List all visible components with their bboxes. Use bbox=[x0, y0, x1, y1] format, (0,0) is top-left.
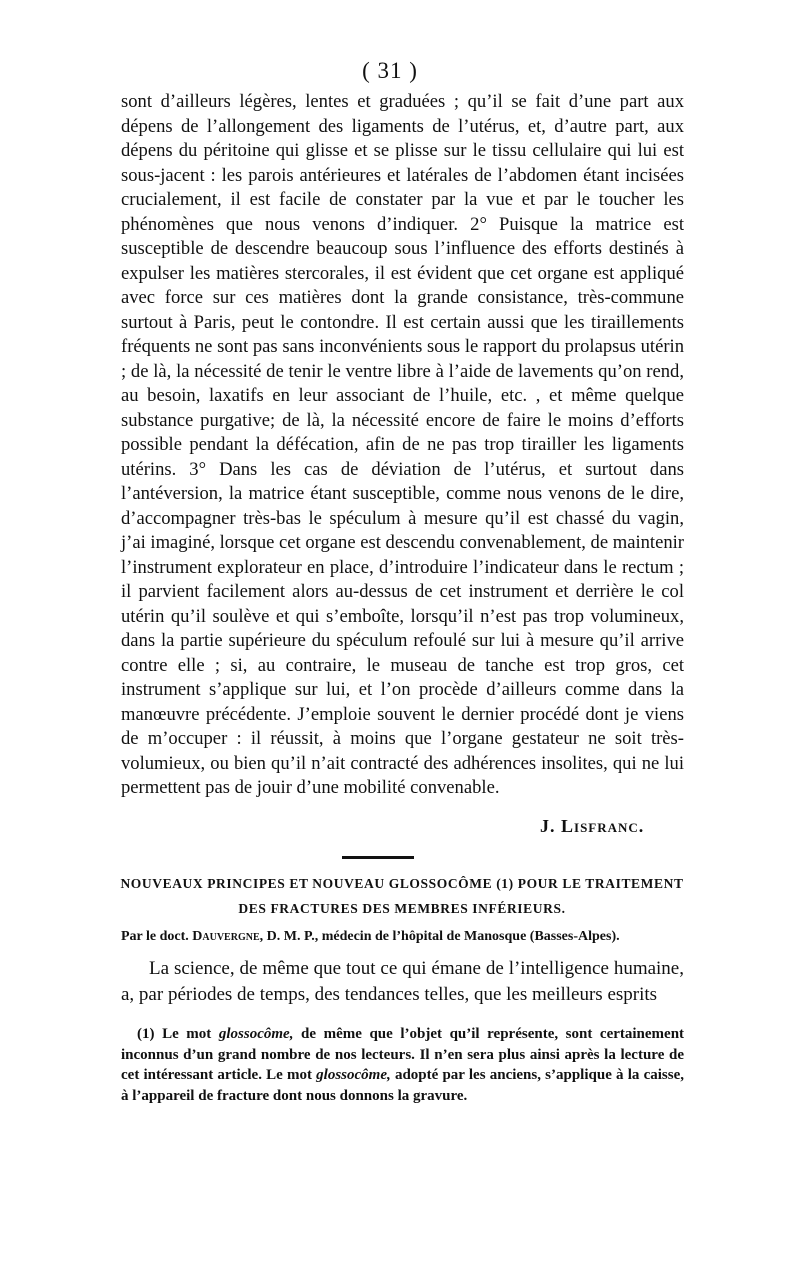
signature-name: Lisfranc. bbox=[561, 816, 645, 836]
author-line bbox=[121, 929, 684, 945]
footnote-text-1: Le mot bbox=[162, 1026, 212, 1042]
author-suffix: D. M. P., médecin de l’hôpital de Manosque (Basses-Alpes). bbox=[266, 929, 620, 944]
footnote-term-2: glossocôme, bbox=[316, 1067, 391, 1083]
footnote-text-3: adopté par les anciens, s’applique à la caisse, à l’appareil de fracture dont nous donnons la gravure. bbox=[121, 1067, 684, 1104]
author-prefix: Par le doct. bbox=[121, 929, 189, 944]
article-title-line2: DES FRACTURES DES MEMBRES INFÉRIEURS. bbox=[238, 901, 566, 916]
footnote bbox=[121, 1024, 684, 1106]
section-divider bbox=[342, 856, 414, 859]
footnote-marker: (1) bbox=[137, 1026, 155, 1042]
article-intro: La science, de même que tout ce qui émane de l’intelligence humaine, a, par périodes de temps, des tendances telles, que les meilleurs esprits bbox=[121, 958, 684, 1005]
footnote-term-1: glossocôme, bbox=[218, 1026, 294, 1042]
page-number: ( 31 ) bbox=[362, 58, 418, 83]
body-text bbox=[121, 90, 684, 801]
signature bbox=[540, 816, 644, 837]
article-title-line1: NOUVEAUX PRINCIPES ET NOUVEAU GLOSSOCÔME (1) POUR LE TRAITEMENT bbox=[120, 876, 684, 891]
signature-initial: J. bbox=[540, 816, 556, 836]
author-name: Dauvergne, bbox=[192, 929, 264, 944]
body-paragraph: sont d’ailleurs légères, lentes et graduées ; qu’il se fait d’une part aux dépens de l’allongement des ligaments de l’utérus, et, d’autre part, aux dépens du péritoine qui glisse et se plisse sur le tissu cellulaire qui lui est sous-jacent : les parois antérieures et latérales de l’abdomen étant incisées crucialement, il est facile de constater par la vue et par le toucher les phénomènes que nous venons d’indiquer. 2° Puisque la matrice est susceptible de descendre beaucoup sous l’influence des efforts destinés à expulser les matières stercorales, il est évident que cet organe est appliqué avec force sur ces matières dont la grande consistance, très-commune surtout à Paris, peut le contondre. Il est certain aussi que les tiraillements fréquents ne sont pas sans inconvénients sous le rapport du prolapsus utérin ; de là, la nécessité de tenir le ventre libre à l’aide de lavements qu’on rend, au besoin, laxatifs en leur associant de l’huile, etc. , et même quelque substance purgative; de là, la nécessité encore de faire le moins d’efforts possible pendant la défécation, afin de ne pas trop tirailler les ligaments utérins. 3° Dans les cas de déviation de l’utérus, et surtout dans l’antéversion, la matrice étant susceptible, comme nous venons de le dire, d’accompagner très-bas le spéculum à mesure qu’il est chassé du vagin, j’ai imaginé, lorsque cet organe est descendu convenablement, de maintenir l’instrument explorateur en place, d’introduire l’indicateur dans le rectum ; il parvient facilement alors au-dessus de cet instrument et derrière le col utérin qu’il soulève et qui s’emboîte, lorsqu’il n’est pas trop volumineux, dans la partie supérieure du spéculum refoulé sur lui à mesure qu’il arrive contre elle ; si, au contraire, le museau de tanche est trop gros, cet instrument s’applique sur lui, et l’on procède d’ailleurs comme dans la manœuvre précédente. J’emploie souvent le dernier procédé dont je viens de m’occuper : il réussit, à moins que l’organe gestateur ne soit très-volumieux, ou bien qu’il n’ait contracté des adhérences insolites, qui ne lui permettent pas de jouir d’une mobilité convenable. bbox=[121, 91, 684, 798]
footnote-text-2: de même que l’objet qu’il représente, sont certainement inconnus d’un grand nombre de nos lecteurs. Il n’en sera plus ainsi après la lecture de cet intéressant article. Le mot bbox=[121, 1026, 685, 1083]
